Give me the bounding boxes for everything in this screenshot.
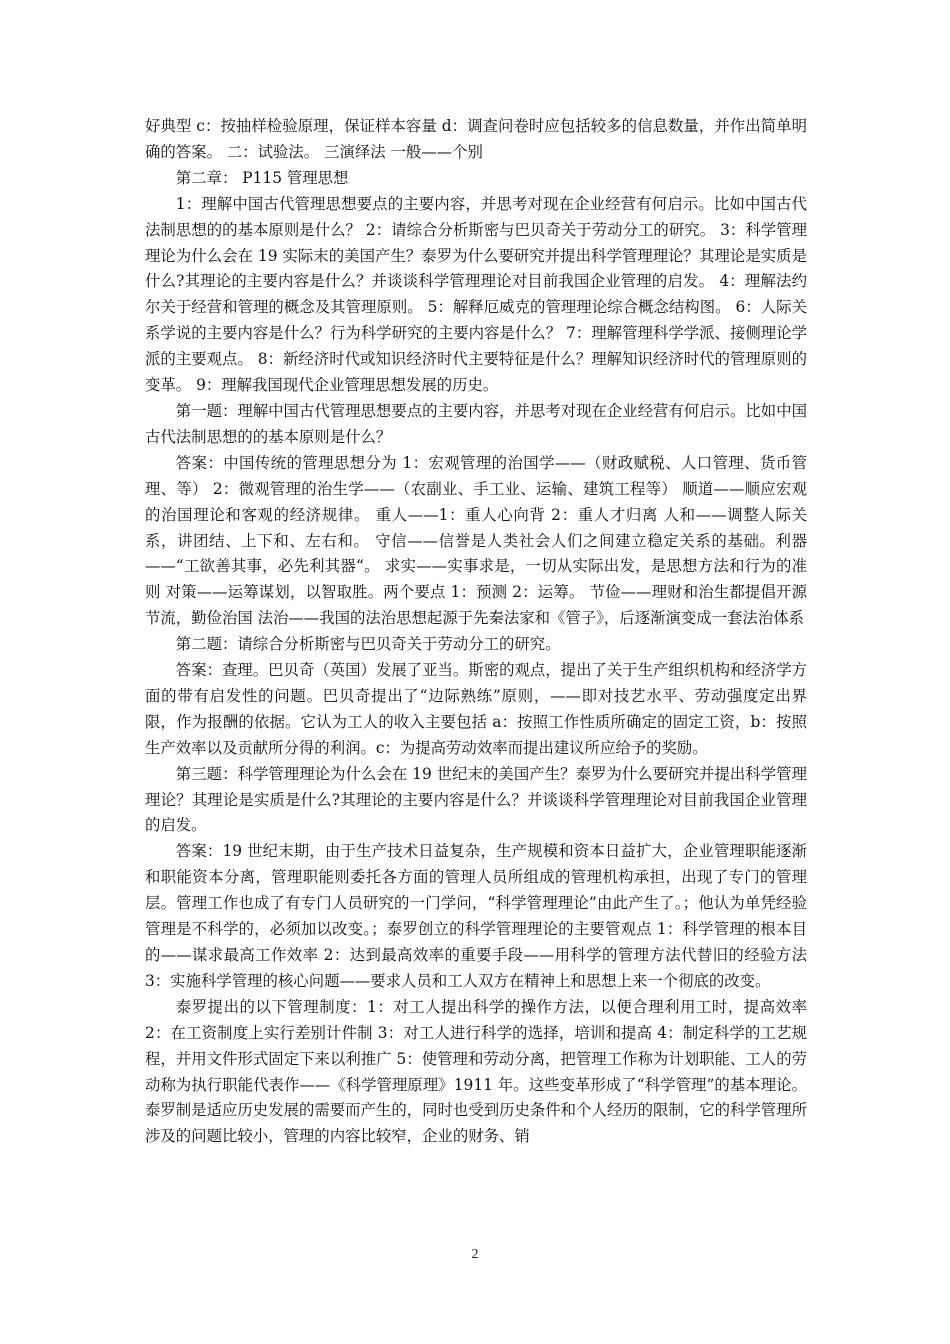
question-list: 1：理解中国古代管理思想要点的主要内容，并思考对现在企业经营有何启示。比如中国古代法制思想的的基本原则是什么？ 2：请综合分析斯密与巴贝奇关于劳动分工的研究。 3：科学管理理论为什么会在 19 实际末的美国产生？泰罗为什么要研究并提出科学管理理论？其理论是实质是什么?其理论的主要内容是什么？并谈谈科学管理理论对目前我国企业管理的启发。 4：理解法约尔关于经营和管理的概念及其管理原则。 5：解释厄威克的管理理论综合概念结构图。 6：人际关系学说的主要内容是什么？行为科学研究的主要内容是什么？ 7：理解管理科学学派、接侧理论学派的主要观点。 8：新经济时代或知识经济时代主要特征是什么？理解知识经济时代的管理原则的变革。 9：理解我国现代企业管理思想发展的历史。 bbox=[145, 194, 807, 395]
answer-3: 答案：19 世纪末期，由于生产技术日益复杂，生产规模和资本日益扩大，企业管理职能逐渐和职能资本分离，管理职能则委托各方面的管理人员所组成的管理机构承担，出现了专门的管理层。管理工作也成了有专门人员研究的一门学问，“科学管理理论”由此产生了。；他认为单凭经验管理是不科学的，必须加以改变。；泰罗创立的科学管理理论的主要管观点 1：科学管理的根本目的——谋求最高工作效率 2：达到最高效率的重要手段——用科学的管理方法代替旧的经验方法 3：实施科学管理的核心问题——要求人员和工人双方在精神上和思想上来一个彻底的改变。 bbox=[145, 842, 807, 990]
question-2-heading: 第二题：请综合分析斯密与巴贝奇关于劳动分工的研究。 bbox=[175, 635, 561, 654]
paragraph-intro-continuation: 好典型 c：按抽样检验原理，保证样本容量 d：调查问卷时应包括较多的信息数量，并作出简单明确的答案。 二：试验法。 三演绎法 一般——个别 bbox=[145, 117, 807, 161]
page-number: 2 bbox=[471, 1247, 479, 1262]
question-3-heading: 第三题：科学管理理论为什么会在 19 世纪末的美国产生？泰罗为什么要研究并提出科学管理理论？其理论是实质是什么?其理论的主要内容是什么？并谈谈科学管理理论对目前我国企业管理的启发。 bbox=[145, 764, 807, 835]
answer-2: 答案：查理。巴贝奇（英国）发展了亚当。斯密的观点，提出了关于生产组织机构和经济学方面的带有启发性的问题。巴贝奇提出了“边际熟练”原则，——即对技艺水平、劳动强度定出界限，作为报酬的依据。它认为工人的收入主要包括 a：按照工作性质所确定的固定工资，b：按照生产效率以及贡献所分得的利润。c：为提高劳动效率而提出建议所应给予的奖励。 bbox=[145, 661, 807, 757]
question-1-heading: 第一题：理解中国古代管理思想要点的主要内容，并思考对现在企业经营有何启示。比如中国古代法制思想的的基本原则是什么？ bbox=[145, 401, 807, 446]
answer-1: 答案：中国传统的管理思想分为 1：宏观管理的治国学——（财政赋税、人口管理、货币管理、等） 2：微观管理的治生学——（农副业、手工业、运输、建筑工程等） 顺道——顺应宏观的治国理论和客观的经济规律。 重人——1：重人心向背 2：重人才归离 人和——调整人际关系，讲团结、上下和、左右和。 守信——信誉是人类社会人们之间建立稳定关系的基础。利器——“工欲善其事，必先利其器“。 求实——实事求是，一切从实际出发，是思想方法和行为的准则 对策——运筹谋划，以智取胜。两个要点 1：预测 2：运筹。 节俭——理财和治生都提倡开源节流，勤俭治国 法治——我国的法治思想起源于先秦法家和《管子》，后逐渐演变成一套法治体系 bbox=[145, 453, 807, 628]
document-body bbox=[145, 114, 807, 1150]
answer-3-continued: 泰罗提出的以下管理制度：1：对工人提出科学的操作方法，以便合理利用工时，提高效率 2：在工资制度上实行差别计件制 3：对工人进行科学的选择，培训和提高 4：制定科学的工艺规程，并用文件形式固定下来以利推广 5：使管理和劳动分离，把管理工作称为计划职能、工人的劳动称为执行职能代表作——《科学管理原理》1911 年。这些变革形成了“科学管理”的基本理论。泰罗制是适应历史发展的需要而产生的，同时也受到历史条件和个人经历的限制，它的科学管理所涉及的问题比较小，管理的内容比较窄，企业的财务、销 bbox=[145, 997, 807, 1146]
chapter-heading: 第二章： P115 管理思想 bbox=[175, 168, 349, 187]
